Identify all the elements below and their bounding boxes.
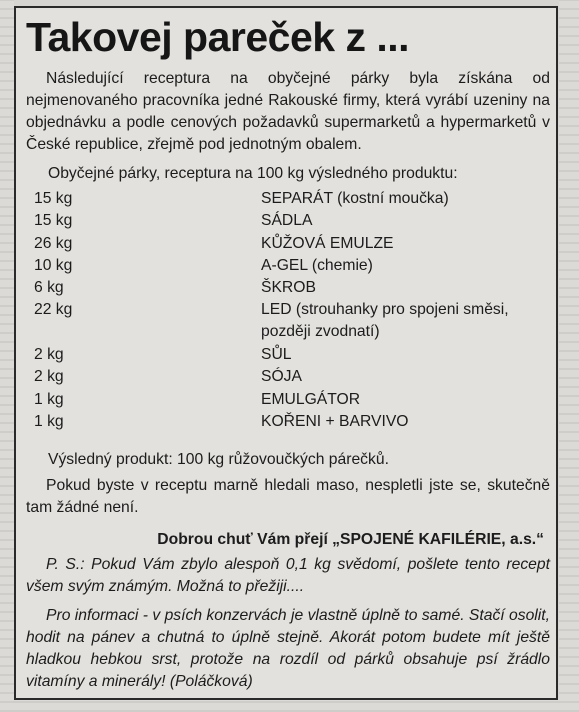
ingredient-row [34,299,554,344]
ingredient-quantity: 2 kg [34,346,64,364]
ingredient-quantity: 1 kg [34,412,64,430]
adjacent-page-bleed-bottom [0,698,579,712]
ingredient-quantity: 2 kg [34,368,64,386]
ingredient-name: SŮL [261,346,292,364]
ingredient-row [34,389,554,411]
ingredient-name: SÓJA [261,368,302,386]
info-paragraph: Pro informaci - v psích konzervách je vlastně úplně to samé. Stačí osolit, hodit na pánev a chutná to úplně stejně. Akorát potom budete mít ještě hladkou hebkou srst, protože na rozdíl od párků obsahuje psí žrádlo vitamíny a minerály! (Poláčková) [26,607,550,690]
ingredient-name: SÁDLA [261,212,313,230]
ingredient-list [34,188,554,433]
ingredient-row [34,233,554,255]
ingredient-row [34,255,554,277]
ingredient-row [34,210,554,232]
ingredient-quantity: 15 kg [34,212,73,230]
article-box [14,6,558,700]
ingredient-name: KŮŽOVÁ EMULZE [261,234,394,252]
ingredient-name: KOŘENI + BARVIVO [261,412,409,430]
ingredient-name: ŠKROB [261,279,316,297]
ingredient-name: EMULGÁTOR [261,390,361,408]
ingredient-quantity: 26 kg [34,234,73,252]
ingredient-row [34,411,554,433]
ingredient-name: LED (strouhanky pro spojeni směsi, později zvodnatí) [261,301,509,341]
ingredient-quantity: 6 kg [34,279,64,297]
ingredient-row [34,277,554,299]
result-line: Výsledný produkt: 100 kg růžovoučkých párečků. [48,451,389,468]
ingredient-quantity: 1 kg [34,390,64,408]
no-meat-paragraph: Pokud byste v receptu marně hledali maso, nespletli jste se, skutečně tam žádné není. [26,477,550,516]
article-title: Takovej pareček z ... [26,14,410,60]
adjacent-page-bleed-right [559,0,579,712]
intro-paragraph: Následující receptura na obyčejné párky byla získána od nejmenovaného pracovníka jedné Rakouské firmy, která vyrábí uzeniny na objednávku a podle cenových požadavků supermarketů a hypermarketů v České republice, zřejmě pod jednotným obalem. [26,70,550,153]
ingredient-row [34,366,554,388]
postscript-paragraph: P. S.: Pokud Vám zbylo alespoň 0,1 kg svědomí, pošlete tento recept všem svým známým. Možná to přežiji.... [26,556,550,595]
ingredient-row [34,188,554,210]
signoff-greeting: Dobrou chuť Vám přejí „SPOJENÉ KAFILÉRIE, a.s.“ [157,531,544,548]
ingredient-quantity: 22 kg [34,301,73,319]
adjacent-page-bleed-left [0,0,14,712]
recipe-subheading: Obyčejné párky, receptura na 100 kg výsledného produktu: [48,165,458,182]
ingredient-quantity: 15 kg [34,190,73,207]
ingredient-name: A-GEL (chemie) [261,256,373,274]
ingredient-row [34,344,554,366]
ingredient-quantity: 10 kg [34,256,73,274]
ingredient-name: SEPARÁT (kostní moučka) [261,190,449,207]
